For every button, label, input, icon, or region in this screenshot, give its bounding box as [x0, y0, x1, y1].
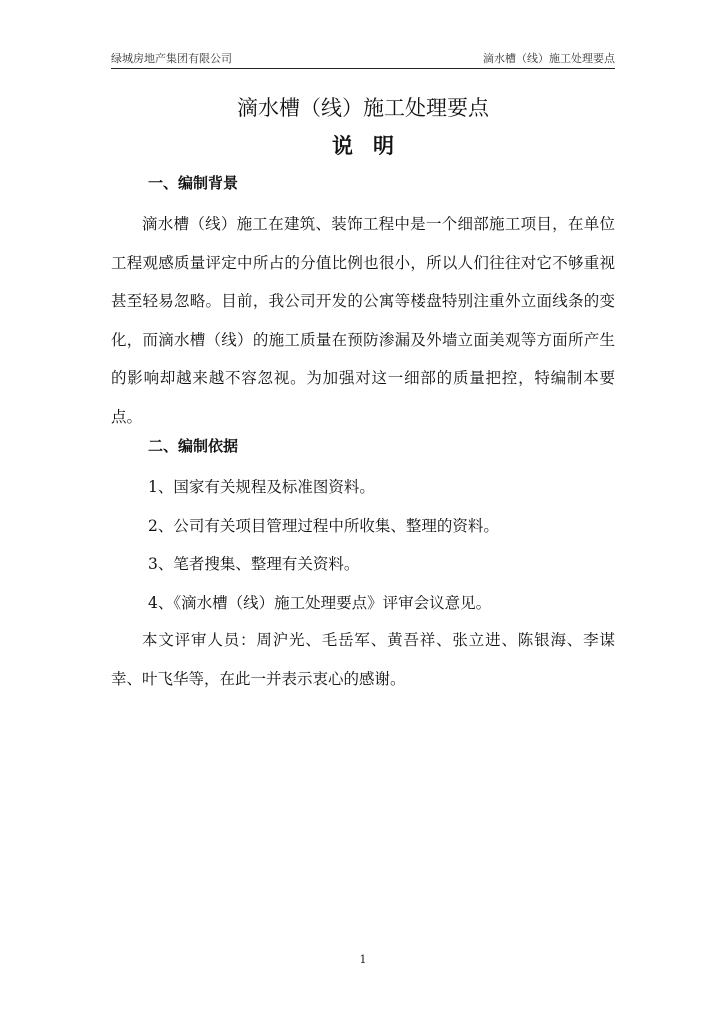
header-company-name: 绿城房地产集团有限公司 — [111, 52, 232, 65]
basis-list-item: 4、《滴水槽（线）施工处理要点》评审会议意见。 — [148, 594, 492, 612]
page-number: 1 — [359, 953, 367, 966]
reviewers-paragraph: 本文评审人员：周沪光、毛岳军、黄吾祥、张立进、陈银海、李谋幸、叶飞华等，在此一并表示衷心的感谢。 — [111, 631, 615, 688]
header-divider — [111, 68, 615, 69]
basis-list-item: 2、公司有关项目管理过程中所收集、整理的资料。 — [148, 517, 499, 535]
background-paragraph: 滴水槽（线）施工在建筑、装饰工程中是一个细部施工项目，在单位工程观感质量评定中所占的分值比例也很小，所以人们往往对它不够重视甚至轻易忽略。目前，我公司开发的公寓等楼盘特别注重外立面线条的变化，而滴水槽（线）的施工质量在预防渗漏及外墙立面美观等方面所产生的影响却越来越不容忽视。为加强对这一细部的质量把控，特编制本要点。 — [111, 215, 615, 426]
document-title: 滴水槽（线）施工处理要点 — [237, 96, 489, 120]
document-subtitle: 说明 — [332, 134, 414, 158]
section-heading-basis: 二、编制依据 — [148, 437, 239, 455]
basis-list-item: 1、国家有关规程及标准图资料。 — [148, 478, 375, 496]
section-heading-background: 一、编制背景 — [148, 174, 239, 192]
header-document-title: 滴水槽（线）施工处理要点 — [483, 52, 615, 65]
basis-list-item: 3、笔者搜集、整理有关资料。 — [148, 555, 360, 573]
page-header — [111, 52, 615, 68]
